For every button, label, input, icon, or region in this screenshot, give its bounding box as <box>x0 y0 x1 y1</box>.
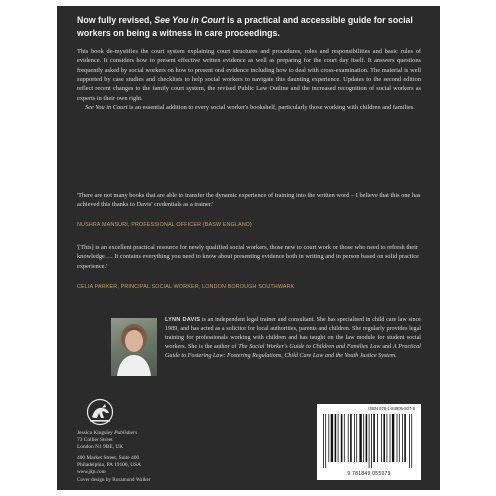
barcode-bar <box>341 414 343 462</box>
publisher-logo-icon <box>84 398 116 428</box>
publisher-address-uk-2: London N1 9BE, UK <box>77 444 124 451</box>
review-attribution-2: CELIA PARKER, PRINCIPAL SOCIAL WORKER, LONDON BOROUGH SOUTHWARK <box>77 284 295 290</box>
barcode-bar <box>348 414 349 462</box>
barcode-bar <box>402 414 403 462</box>
review-quote-1: 'There are not many books that are able to transfer the dynamic experience of training into the written word – I believe that this one has achieved this thanks to Davis' credentials as a trainer.' <box>77 192 421 209</box>
barcode-bar <box>390 414 391 462</box>
barcode-bar <box>366 414 368 462</box>
author-book-1: The Social Worker's Guide to Children and Families Law <box>238 344 381 351</box>
back-cover <box>57 6 440 490</box>
barcode-bar <box>371 414 372 468</box>
publisher-name: Jessica Kingsley Publishers <box>77 430 138 436</box>
barcode-bar <box>328 414 329 462</box>
publisher-url: www.jkp.com <box>77 469 106 476</box>
barcode-bar <box>354 414 355 462</box>
barcode-bar <box>392 414 394 462</box>
review-quote-2: '[This] is an excellent practical resource for newly qualified social workers, those new to court work or those who need to refresh their knowledge…. It contains everything you need to know about presenting evidence both in writing and in person based on solid practice experience.' <box>77 244 419 270</box>
isbn-digits: 9 781849 055079 <box>347 471 391 477</box>
review-attribution-1: NUSHRA MANSURI, PROFESSIONAL OFFICER (BASW ENGLAND) <box>77 222 252 228</box>
author-name: LYNN DAVIS <box>165 317 201 323</box>
author-photo <box>111 318 157 376</box>
barcode-bar <box>338 414 339 462</box>
barcode-bar <box>344 414 345 462</box>
barcode-bar <box>387 414 388 462</box>
headline-title: See You in Court <box>154 15 225 25</box>
isbn-barcode <box>317 404 421 480</box>
publisher-info <box>77 430 247 477</box>
barcode-bars <box>322 414 416 468</box>
barcode-bar <box>325 414 326 468</box>
barcode-bar <box>399 414 400 462</box>
barcode-bar <box>369 414 370 468</box>
author-bio: LYNN DAVIS is an independent legal trainer and consultant. She has specialised in child care law since 1989, and has acted as a solicitor for local authorities, parents and children. She regularly provides legal training for professionals working with children and has taught on the law module for student social workers. She is the author of The Social Worker's Guide to Children and Families Law and A Practical Guide to Fostering Law: Fostering Regulations, Child Care Law and the Youth Justice System. <box>165 317 421 360</box>
headline-pre: Now fully revised, <box>77 15 155 25</box>
barcode-bar <box>397 414 398 462</box>
barcode-bar <box>373 414 375 462</box>
isbn-label: ISBN 978-1-84905-507-8 <box>368 406 415 411</box>
author-book-2: A Practical Guide to Fostering Law: Fostering Regulations, Child Care Law and the Youth Justice System <box>165 344 421 360</box>
barcode-bar <box>331 414 333 462</box>
description-book-title: See You in Court <box>85 104 128 112</box>
barcode-bar <box>350 414 352 462</box>
barcode-bar <box>363 414 364 462</box>
barcode-bar <box>356 414 357 462</box>
publisher-address-us-2: Philadelphia, PA 19106, USA <box>77 462 142 469</box>
headline <box>77 14 421 40</box>
cover-design-credit: Cover design by Rosamund Walker <box>77 477 151 483</box>
description-paragraph-1: This book de-mystifies the court system explaining court structures and procedures, roles and responsibilities and basic rules of evidence. It considers how to present effective written evidence as well as preparing for the court day itself. It answers questions frequently asked by social workers on how to present oral evidence including how to deal with cross-examination. The material is well supported by case studies and checklists to help social workers to navigate this daunting experience. Updates to the second edition reflect recent changes to the family court system, the revised Public Law Outline and the increased recognition of social workers as experts in their own right. <box>77 48 421 102</box>
barcode-bar <box>409 414 410 468</box>
description <box>77 47 421 112</box>
headline-post: is a practical and accessible guide for social workers on being a witness in care proceedings. <box>77 15 413 38</box>
publisher-address-uk-1: 73 Collier Street <box>77 437 113 444</box>
barcode-bar <box>411 414 412 468</box>
description-paragraph-2 <box>77 103 421 112</box>
barcode-bar <box>335 414 337 462</box>
description-paragraph-2-text: is an essential addition to every social worker's bookshelf, particularly those working with children and families. <box>127 104 415 112</box>
barcode-bar <box>383 414 385 462</box>
barcode-bar <box>404 414 406 462</box>
barcode-bar <box>381 414 382 462</box>
publisher-address-us-1: 400 Market Street, Suite 400 <box>77 455 140 462</box>
barcode-bar <box>359 414 361 462</box>
barcode-bar <box>323 414 324 468</box>
barcode-bar <box>377 414 378 462</box>
